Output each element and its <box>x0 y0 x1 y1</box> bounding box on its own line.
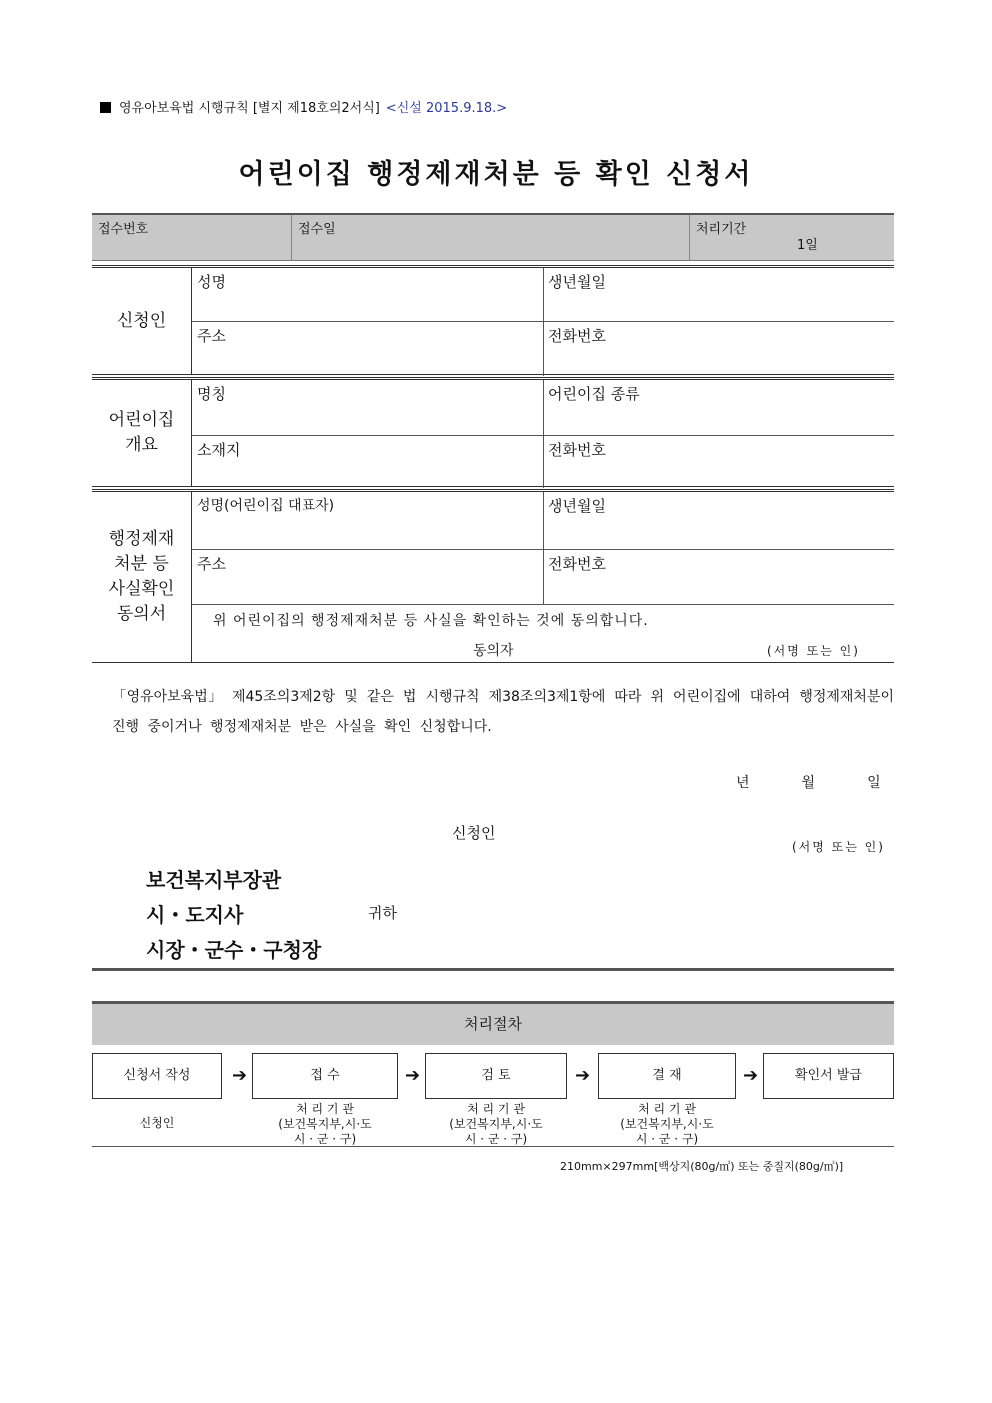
daycare-type-label: 어린이집 종류 <box>548 385 640 403</box>
arrow-right-icon: ➔ <box>743 1065 759 1086</box>
processing-period-value: 1일 <box>797 238 818 253</box>
applicant-section <box>92 265 894 375</box>
agency-line2: (보건복지부,시·도 <box>449 1117 543 1131</box>
consent-section <box>92 489 894 663</box>
daycare-name-label: 명칭 <box>197 385 226 403</box>
actor-agency-review <box>425 1102 567 1147</box>
agency-line1: 처 리 기 관 <box>638 1102 696 1116</box>
representative-phone-label: 전화번호 <box>548 555 606 573</box>
consent-statement: 위 어린이집의 행정제재처분 등 사실을 확인하는 것에 동의합니다. <box>213 613 649 629</box>
square-bullet-icon <box>100 102 111 113</box>
new-note: <신설 2015.9.18.> <box>385 101 508 116</box>
consent-label-line2: 처분 등 <box>114 554 169 574</box>
representative-name-label: 성명(어린이집 대표자) <box>197 498 335 514</box>
recipient-suffix: 귀하 <box>368 904 397 922</box>
recipient-governor: 시・도지사 <box>146 903 244 927</box>
step-review: 검 토 <box>425 1053 567 1099</box>
applicant-sign-field[interactable]: (서명 또는 인) <box>792 840 885 854</box>
processing-period-field <box>690 215 894 260</box>
representative-address-label: 주소 <box>197 555 226 573</box>
daycare-location-field[interactable] <box>192 436 543 488</box>
representative-address-field[interactable] <box>192 550 543 604</box>
law-ref-text: 영유아보육법 시행규칙 [별지 제18호의2서식] <box>119 101 380 116</box>
law-reference <box>100 97 507 116</box>
recipient-minister: 보건복지부장관 <box>146 868 282 892</box>
daycare-phone-field[interactable] <box>543 436 892 488</box>
agency-line1: 처 리 기 관 <box>467 1102 525 1116</box>
consent-section-label <box>92 492 192 662</box>
applicant-phone-label: 전화번호 <box>548 327 606 345</box>
processing-period-label: 처리기간 <box>696 222 747 237</box>
applicant-name-field[interactable] <box>192 268 543 321</box>
applicant-address-field[interactable] <box>192 322 543 376</box>
step-approval: 결 재 <box>598 1053 736 1099</box>
consenter-label: 동의자 <box>473 643 514 659</box>
applicant-name-label: 성명 <box>197 273 226 291</box>
arrow-right-icon: ➔ <box>575 1065 591 1086</box>
agency-line2: (보건복지부,시·도 <box>620 1117 714 1131</box>
procedure-header: 처리절차 <box>92 1001 894 1045</box>
daycare-section-label <box>92 380 192 486</box>
step-issue: 확인서 발급 <box>763 1053 894 1099</box>
daycare-label-line1: 어린이집 <box>108 410 175 430</box>
form-title: 어린이집 행정제재처분 등 확인 신청서 <box>238 159 754 190</box>
applicant-section-label: 신청인 <box>92 268 192 374</box>
consenter-sign-field[interactable]: (서명 또는 인) <box>767 644 860 658</box>
daycare-label-line2: 개요 <box>125 435 158 455</box>
receipt-date-label: 접수일 <box>298 222 336 237</box>
request-statement: 「영유아보육법」 제45조의3제2항 및 같은 법 시행규칙 제38조의3제1항에 따라 위 어린이집에 대하여 행정제재처분이 진행 중이거나 행정제재처분 받은 사실을 확인 신청합니다. <box>112 689 894 735</box>
receipt-number-field[interactable] <box>92 215 292 260</box>
daycare-type-field[interactable] <box>543 380 892 435</box>
daycare-section <box>92 377 894 487</box>
date-day-label: 일 <box>867 775 881 791</box>
daycare-phone-label: 전화번호 <box>548 441 606 459</box>
agency-line3: 시 · 군 · 구) <box>635 1132 699 1146</box>
daycare-location-label: 소재지 <box>197 441 241 459</box>
daycare-name-field[interactable] <box>192 380 543 435</box>
date-line[interactable] <box>736 772 881 792</box>
applicant-address-label: 주소 <box>197 327 226 345</box>
applicant-phone-field[interactable] <box>543 322 892 376</box>
applicant-signature-label: 신청인 <box>452 824 496 842</box>
receipt-bar <box>92 213 894 261</box>
representative-birth-field[interactable] <box>543 492 892 549</box>
step-receipt: 접 수 <box>252 1053 398 1099</box>
consent-label-line3: 사실확인 <box>108 579 175 599</box>
step-application: 신청서 작성 <box>92 1053 222 1099</box>
representative-name-field[interactable] <box>192 492 543 549</box>
representative-birth-label: 생년월일 <box>548 497 606 515</box>
receipt-date-field[interactable] <box>292 215 690 260</box>
actor-agency-approval <box>598 1102 736 1147</box>
receipt-number-label: 접수번호 <box>98 222 149 237</box>
date-month-label: 월 <box>801 775 816 791</box>
consent-label-line1: 행정제재 <box>108 529 175 549</box>
bottom-divider <box>92 1146 894 1147</box>
date-year-label: 년 <box>736 775 750 791</box>
actor-applicant: 신청인 <box>139 1116 175 1130</box>
arrow-right-icon: ➔ <box>232 1065 248 1086</box>
section-divider <box>92 968 894 971</box>
recipient-mayor: 시장・군수・구청장 <box>146 938 322 962</box>
agency-line1: 처 리 기 관 <box>296 1102 354 1116</box>
representative-phone-field[interactable] <box>543 550 892 604</box>
paper-size-note: 210mm×297mm[백상지(80g/㎡) 또는 중질지(80g/㎡)] <box>560 1160 844 1173</box>
applicant-birth-label: 생년월일 <box>548 273 606 291</box>
actor-agency-receipt <box>252 1102 398 1147</box>
agency-line3: 시 · 군 · 구) <box>293 1132 357 1146</box>
consent-label-line4: 동의서 <box>116 604 167 624</box>
applicant-birth-field[interactable] <box>543 268 892 321</box>
agency-line2: (보건복지부,시·도 <box>278 1117 372 1131</box>
arrow-right-icon: ➔ <box>405 1065 421 1086</box>
agency-line3: 시 · 군 · 구) <box>464 1132 528 1146</box>
